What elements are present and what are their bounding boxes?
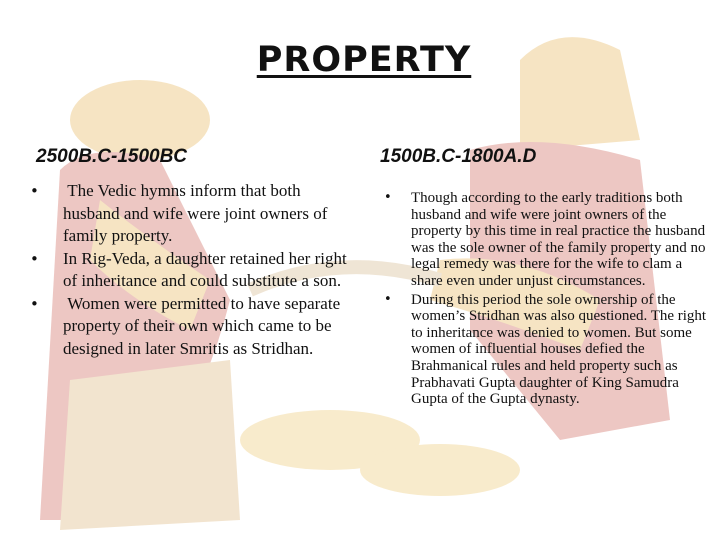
bullet-glyph: • <box>30 182 39 200</box>
treasure-pile-art <box>240 410 520 496</box>
left-column-heading: 2500B.C-1500BC <box>36 146 188 167</box>
left-bullet-item <box>27 293 347 361</box>
right-bullet-list <box>384 190 714 408</box>
left-bullet-list <box>27 180 347 360</box>
right-bullet-item <box>384 190 714 290</box>
bullet-glyph: • <box>30 249 39 268</box>
bullet-text: Women were permitted to have separate property of their own which came to be designed in later Smritis as Stridhan. <box>63 293 345 358</box>
bullet-glyph: • <box>30 294 39 313</box>
right-bullet-item <box>384 292 714 408</box>
left-bullet-item <box>27 248 347 293</box>
slide-title <box>0 40 728 80</box>
left-bullet-item <box>27 180 347 248</box>
slide-title-text: PROPERTY <box>256 40 472 80</box>
right-column <box>384 190 714 410</box>
right-column-heading: 1500B.C-1800A.D <box>380 146 537 167</box>
bullet-text: The Vedic hymns inform that both husband and wife were joint owners of family property. <box>63 181 332 245</box>
left-column <box>27 180 347 360</box>
bullet-glyph: • <box>384 291 392 307</box>
bullet-glyph: • <box>384 190 392 205</box>
bullet-text: During this period the sole ownership of the women’s Stridhan was also questioned. The right to inheritance was denied to women. But some women of influential houses defied the Brahmanical rules and held property such as Prabhavati Gupta daughter of King Samudra Gupta of the Gupta dynasty. <box>411 291 707 408</box>
bullet-text: Though according to the early traditions both husband and wife were joint owners of the property by this time in real practice the husband was the sole owner of the family property and no legal remedy was there for the wife to clam a share even under unjust circumstances. <box>411 190 706 289</box>
bullet-text: In Rig-Veda, a daughter retained her right of inheritance and could substitute a son. <box>63 248 347 290</box>
